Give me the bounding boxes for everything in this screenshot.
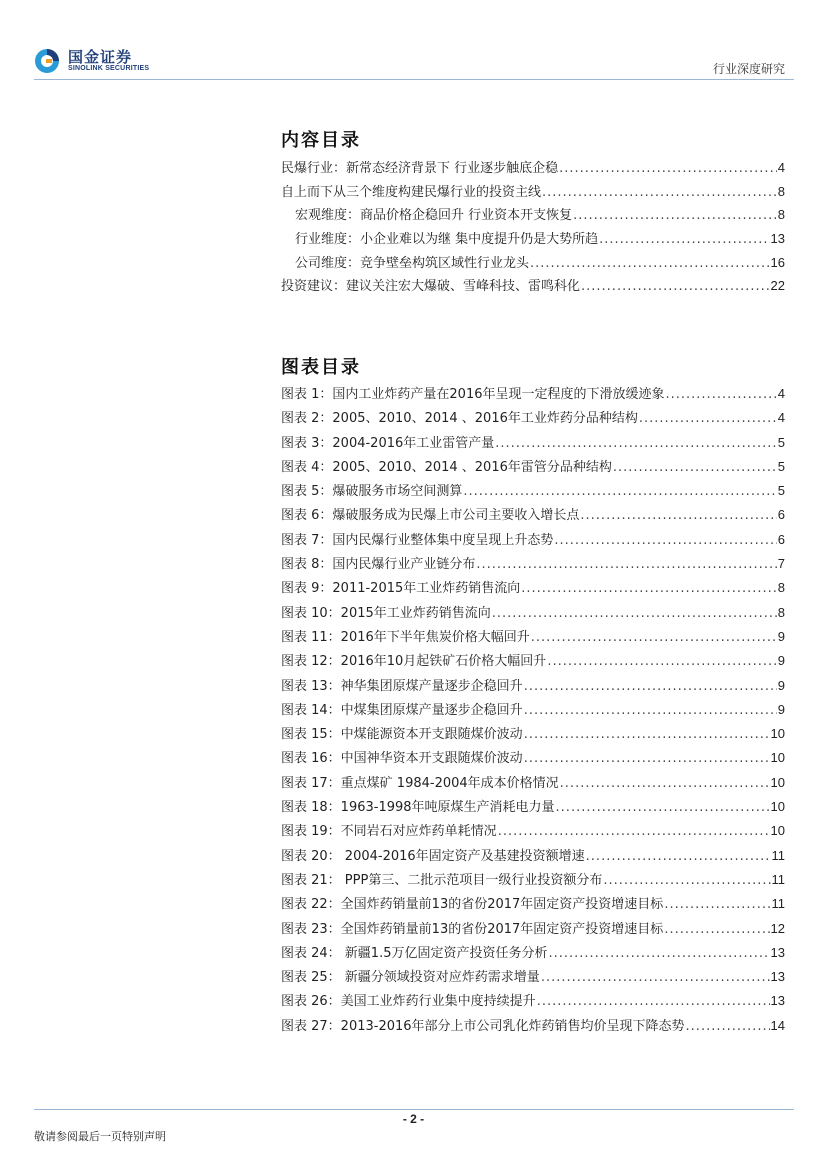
toc-leader-dots (521, 581, 777, 596)
report-type-label: 行业深度研究 (712, 62, 785, 76)
toc-entry-page: 7 (777, 556, 785, 572)
toc-entry[interactable] (281, 480, 785, 504)
toc-leader-dots (524, 727, 770, 742)
toc-entry-title: 图表 9：2011-2015年工业炸药销售流向 (281, 581, 521, 597)
toc-entry-page: 9 (777, 653, 785, 669)
figures-list (281, 383, 785, 1039)
toc-entry-title: 图表 1：国内工业炸药产量在2016年呈现一定程度的下滑放缓迹象 (281, 387, 665, 402)
toc-leader-dots (530, 256, 770, 271)
toc-entry[interactable] (281, 747, 785, 771)
toc-entry-title: 民爆行业：新常态经济背景下 行业逐步触底企稳 (281, 161, 559, 176)
toc-entry-title: 图表 5：爆破服务市场空间测算 (281, 484, 463, 500)
toc-entry-page: 11 (771, 896, 785, 912)
toc-entry-title: 图表 23：全国炸药销量前13的省份2017年固定资产投资增速目标 (281, 921, 664, 937)
toc-leader-dots (524, 679, 777, 694)
toc-leader-dots (603, 873, 770, 888)
toc-entry-title: 图表 16：中国神华资本开支跟随煤价波动 (281, 751, 523, 767)
toc-leader-dots (581, 279, 770, 294)
toc-entry-title: 图表 15：中煤能源资本开支跟随煤价波动 (281, 727, 523, 743)
toc-entry-page: 5 (777, 483, 785, 499)
toc-entry[interactable] (281, 553, 785, 577)
toc-entry-title: 图表 26：美国工业炸药行业集中度持续提升 (281, 994, 536, 1010)
toc-entry-page: 10 (770, 823, 785, 839)
toc-entry-page: 9 (777, 677, 785, 693)
toc-entry[interactable] (281, 577, 785, 601)
toc-leader-dots (463, 484, 776, 499)
toc-leader-dots (686, 1019, 770, 1034)
header-divider (34, 79, 794, 80)
toc-entry-title: 图表 2：2005、2010、2014 、2016年工业炸药分品种结构 (281, 411, 638, 427)
toc-leader-dots (537, 994, 770, 1009)
toc-entry[interactable] (281, 456, 785, 480)
toc-leader-dots (573, 208, 777, 223)
toc-entry-page: 4 (777, 386, 785, 401)
toc-entry-page: 8 (777, 207, 785, 223)
toc-entry-page: 4 (777, 410, 785, 426)
toc-entry-title: 图表 7：国内民爆行业整体集中度呈现上升态势 (281, 532, 554, 548)
toc-leader-dots (554, 533, 776, 548)
toc-entry-title: 图表 20： 2004-2016年固定资产及基建投资额增速 (281, 848, 585, 864)
toc-entry-page: 12 (770, 920, 785, 936)
toc-entry-title: 图表 12：2016年10月起铁矿石价格大幅回升 (281, 654, 547, 670)
toc-entry-title: 图表 11：2016年下半年焦炭价格大幅回升 (281, 629, 530, 645)
toc-entry-title: 自上而下从三个维度构建民爆行业的投资主线 (281, 184, 542, 200)
toc-entry-page: 9 (777, 701, 785, 717)
disclaimer-note: 敬请参阅最后一页特别声明 (34, 1130, 166, 1143)
toc-leader-dots (524, 751, 770, 766)
toc-entry-page: 10 (770, 750, 785, 766)
toc-entry[interactable] (281, 699, 785, 723)
logo-chinese-name: 国金证券 (68, 48, 133, 66)
toc-entry-page: 5 (777, 434, 785, 450)
toc-entry-page: 13 (770, 969, 785, 985)
page-number: - 2 - (402, 1112, 425, 1126)
toc-entry[interactable] (281, 504, 785, 528)
toc-leader-dots (599, 232, 769, 247)
toc-entry-page: 10 (770, 799, 785, 815)
toc-entry[interactable] (281, 602, 785, 626)
toc-leader-dots (548, 946, 769, 961)
toc-leader-dots (664, 922, 769, 937)
toc-entry-title: 图表 13：神华集团原煤产量逐步企稳回升 (281, 678, 523, 694)
toc-entry-page: 6 (777, 531, 785, 547)
figures-title: 图表目录 (281, 357, 361, 378)
toc-leader-dots (664, 897, 770, 912)
toc-entry[interactable] (281, 275, 785, 299)
toc-leader-dots (498, 824, 770, 839)
toc-entry[interactable] (281, 772, 785, 796)
toc-entry[interactable] (281, 942, 785, 966)
logo-mark-icon (34, 48, 60, 74)
toc-leader-dots (639, 411, 777, 426)
toc-entry[interactable] (281, 228, 785, 252)
toc-entry[interactable] (281, 990, 785, 1014)
toc-leader-dots (495, 436, 777, 451)
toc-entry-title: 图表 19：不同岩石对应炸药单耗情况 (281, 824, 497, 840)
toc-entry[interactable] (281, 181, 785, 205)
toc-leader-dots (559, 161, 777, 176)
toc-entry[interactable] (281, 252, 785, 276)
contents-list (281, 157, 785, 299)
toc-entry-title: 图表 8：国内民爆行业产业链分布 (281, 557, 476, 573)
toc-entry-title: 图表 22：全国炸药销量前13的省份2017年固定资产投资增速目标 (281, 897, 664, 913)
toc-leader-dots (524, 703, 777, 718)
toc-entry-title: 图表 17：重点煤矿 1984-2004年成本价格情况 (281, 775, 559, 791)
toc-entry-page: 8 (777, 580, 785, 596)
toc-entry[interactable] (281, 157, 785, 181)
toc-entry[interactable] (281, 529, 785, 553)
toc-leader-dots (476, 557, 776, 572)
toc-leader-dots (531, 630, 777, 645)
toc-entry[interactable] (281, 869, 785, 893)
toc-leader-dots (613, 460, 777, 475)
toc-entry[interactable] (281, 1015, 785, 1039)
toc-entry[interactable] (281, 383, 785, 407)
toc-entry-page: 9 (777, 628, 785, 644)
toc-leader-dots (580, 508, 776, 523)
toc-entry-title: 宏观维度：商品价格企稳回升 行业资本开支恢复 (295, 208, 573, 224)
toc-entry-title: 图表 3：2004-2016年工业雷管产量 (281, 435, 495, 451)
toc-entry-title: 图表 10：2015年工业炸药销售流向 (281, 605, 491, 621)
toc-entry-page: 16 (770, 254, 785, 270)
toc-entry[interactable] (281, 204, 785, 228)
toc-entry-page: 4 (777, 160, 785, 175)
contents-title: 内容目录 (281, 130, 361, 151)
toc-entry-page: 10 (770, 726, 785, 742)
toc-entry-title: 行业维度：小企业难以为继 集中度提升仍是大势所趋 (295, 232, 599, 248)
toc-leader-dots (541, 970, 770, 985)
toc-entry-page: 13 (770, 993, 785, 1009)
footer-divider (34, 1109, 794, 1110)
toc-entry-page: 8 (777, 604, 785, 620)
toc-entry[interactable] (281, 650, 785, 674)
toc-entry[interactable] (281, 845, 785, 869)
toc-entry-title: 图表 24： 新疆1.5万亿固定资产投资任务分析 (281, 945, 548, 961)
toc-entry[interactable] (281, 407, 785, 431)
logo-english-name: SINOLINK SECURITIES (68, 65, 150, 72)
toc-entry-page: 11 (771, 847, 785, 863)
toc-entry[interactable] (281, 893, 785, 917)
toc-leader-dots (547, 654, 776, 669)
toc-entry[interactable] (281, 675, 785, 699)
toc-entry[interactable] (281, 723, 785, 747)
toc-leader-dots (556, 800, 770, 815)
toc-entry-title: 图表 21： PPP第三、二批示范项目一级行业投资额分布 (281, 872, 603, 888)
toc-entry-title: 图表 25： 新疆分领域投资对应炸药需求增量 (281, 970, 540, 986)
toc-entry-title: 图表 27：2013-2016年部分上市公司乳化炸药销售均价呈现下降态势 (281, 1018, 685, 1034)
toc-entry-page: 5 (777, 458, 785, 474)
toc-leader-dots (666, 387, 777, 402)
toc-leader-dots (492, 606, 777, 621)
toc-entry[interactable] (281, 626, 785, 650)
toc-entry[interactable] (281, 432, 785, 456)
company-logo (34, 46, 174, 78)
toc-entry-page: 11 (771, 871, 785, 887)
toc-entry[interactable] (281, 820, 785, 844)
toc-entry-page: 8 (777, 183, 785, 199)
page-header (0, 0, 827, 90)
toc-entry[interactable] (281, 796, 785, 820)
toc-entry-page: 6 (777, 507, 785, 523)
toc-entry-title: 公司维度：竞争壁垒构筑区域性行业龙头 (295, 255, 530, 271)
toc-entry-title: 图表 4：2005、2010、2014 、2016年雷管分品种结构 (281, 459, 612, 475)
toc-leader-dots (542, 185, 777, 200)
toc-entry-title: 图表 6：爆破服务成为民爆上市公司主要收入增长点 (281, 508, 580, 524)
toc-entry[interactable] (281, 918, 785, 942)
toc-entry-page: 10 (770, 774, 785, 790)
toc-entry-page: 14 (770, 1017, 785, 1033)
toc-entry-page: 22 (770, 278, 785, 294)
toc-entry-title: 图表 18：1963-1998年吨原煤生产消耗电力量 (281, 800, 555, 816)
toc-entry-page: 13 (770, 231, 785, 247)
toc-leader-dots (560, 776, 770, 791)
toc-leader-dots (586, 849, 771, 864)
toc-entry[interactable] (281, 966, 785, 990)
toc-entry-title: 图表 14：中煤集团原煤产量逐步企稳回升 (281, 702, 523, 718)
toc-entry-title: 投资建议：建议关注宏大爆破、雪峰科技、雷鸣科化 (281, 279, 581, 295)
toc-entry-page: 13 (770, 944, 785, 960)
